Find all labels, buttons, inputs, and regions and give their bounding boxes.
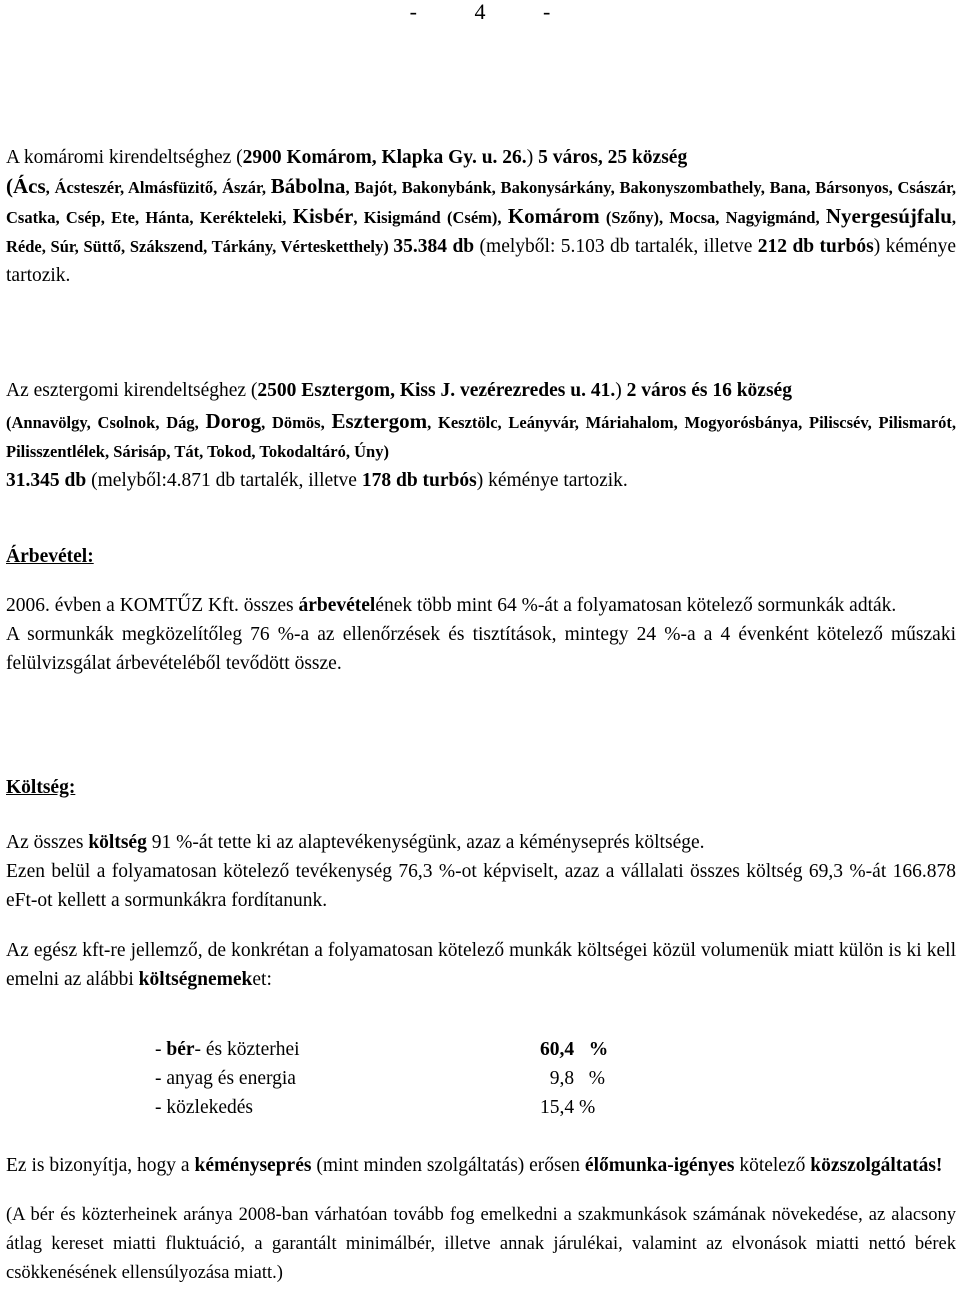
revenue-keyword: árbevétel [298, 595, 376, 616]
closing-section [6, 1151, 956, 1288]
cost-item-label: - és közterhei [194, 1039, 300, 1060]
town-kisber: Kisbér [292, 204, 354, 228]
cost-types-keyword: költségnemek [138, 969, 253, 990]
revenue-heading: Árbevétel: [6, 546, 94, 567]
cost-item-value: 15,4 % [540, 1097, 596, 1118]
cost-paragraph-1: Az összes költség 91 %-át tette ki az alaptevékenységünk, azaz a kéményseprés költsége. [6, 832, 705, 853]
cost-item-label-bold: bér [166, 1039, 195, 1060]
esztergom-address: 2500 Esztergom, Kiss J. vezérezredes u. 41. [257, 380, 616, 401]
note-paragraph: (A bér és közterheinek aránya 2008-ban várhatóan tovább fog emelkedni a szakmunkások számának növekedése, az alacsony átlag kereset miatti fluktuáció, a garantált minimálbér, illetve annak járulékai, valamint az elvonások miatti nettó bérek csökkenésének ellensúlyozása miatt.) [6, 1205, 956, 1283]
cost-item-value: 60,4 % [540, 1039, 609, 1060]
town-dorog: Dorog [205, 409, 262, 433]
komarom-address: 2900 Komárom, Klapka Gy. u. 26. [242, 147, 527, 168]
town-babolna: Bábolna [270, 174, 346, 198]
cost-paragraph-2: Ezen belül a folyamatosan kötelező tevékenység 76,3 %-ot képviselt, azaz a vállalati összes költség 69,3 %-át 166.878 eFt-ot kellett a sormunkákra fordítanunk. [6, 861, 956, 911]
revenue-paragraph-2: A sormunkák megközelítőleg 76 %-a az ellenőrzések és tisztítások, mintegy 24 %-a a 4 évenként kötelező műszaki felülvizsgálat árbevételéből tevődött össze. [6, 624, 956, 674]
labour-intensive-keyword: élőmunka-igényes [584, 1155, 735, 1176]
cost-item: - közlekedés 15,4 % [155, 1093, 675, 1122]
cost-items-list [155, 1035, 675, 1122]
town-komarom: Komárom [507, 204, 600, 228]
cost-item-label: anyag és energia [166, 1068, 296, 1089]
cost-keyword: költség [88, 832, 147, 853]
esztergom-count: 2 város és 16 község [626, 380, 792, 401]
komarom-chimney-count: 35.384 db [393, 236, 475, 257]
cost-item-value: 9,8 % [540, 1068, 605, 1089]
public-service-keyword: közszolgáltatás! [810, 1155, 943, 1176]
page-number: - 4 - [409, 0, 551, 24]
komarom-turbo-count: 212 db turbós [757, 236, 874, 257]
town-acs: Ács [13, 174, 46, 198]
esztergom-intro: Az esztergomi kirendeltséghez (2500 Esztergom, Kiss J. vezérezredes u. 41.) 2 város és 16 község [6, 380, 792, 401]
esztergom-turbo-count: 178 db turbós [361, 470, 477, 491]
komarom-intro: A komáromi kirendeltséghez (2900 Komárom, Klapka Gy. u. 26.) 5 város, 25 község [6, 147, 688, 168]
cost-item: - bér- és közterhei 60,4 % [155, 1035, 675, 1064]
cost-heading: Költség: [6, 777, 76, 798]
revenue-paragraph-1: 2006. évben a KOMTŰZ Kft. összes árbevételének több mint 64 %-át a folyamatosan kötelező sormunkák adták. [6, 595, 897, 616]
esztergom-chimney-count: 31.345 db [6, 470, 87, 491]
revenue-section [6, 542, 956, 678]
town-esztergom: Esztergom [331, 409, 428, 433]
cost-item-label: közlekedés [166, 1097, 254, 1118]
town-nyergesujfalu: Nyergesújfalu [825, 204, 952, 228]
esztergom-section [6, 376, 956, 495]
komarom-section [6, 143, 956, 290]
komarom-town-list: (Ács, Ácsteszér, Almásfüzitő, Ászár, Bábolna, Bajót, Bakonybánk, Bakonysárkány, Bakonyszombathely, Bana, Bársonyos, Császár, Csatka, Csép, Ete, Hánta, Kerékteleki, Kisbér, Kisigmánd (Csém), Komárom (Szőny), Mocsa, Nagyigmánd, Nyergesújfalu, Réde, Súr, Süttő, Szákszend, Tárkány, Vértesketthely) 35.384 db (melyből: 5.103 db tartalék, illetve 212 db turbós) kéménye tartozik. [6, 174, 956, 286]
cost-section [6, 773, 956, 994]
chimney-sweeping-keyword: kéményseprés [194, 1155, 312, 1176]
esztergom-summary: 31.345 db (melyből:4.871 db tartalék, illetve 178 db turbós) kéménye tartozik. [6, 470, 628, 491]
cost-paragraph-3: Az egész kft-re jellemző, de konkrétan a folyamatosan kötelező munkák költségei közül volumenük miatt külön is ki kell emelni az alábbi költségnemeket: [6, 940, 956, 990]
closing-paragraph: Ez is bizonyítja, hogy a kéményseprés (mint minden szolgáltatás) erősen élőmunka-igényes kötelező közszolgáltatás! [6, 1155, 943, 1176]
cost-item: - anyag és energia 9,8 % [155, 1064, 675, 1093]
komarom-count: 5 város, 25 község [538, 147, 688, 168]
esztergom-town-list: (Annavölgy, Csolnok, Dág, Dorog, Dömös, Esztergom, Kesztölc, Leányvár, Máriahalom, Mogyorósbánya, Piliscsév, Pilismarót, Pilisszentlélek, Sárisáp, Tát, Tokod, Tokodaltáró, Úny) [6, 409, 956, 461]
